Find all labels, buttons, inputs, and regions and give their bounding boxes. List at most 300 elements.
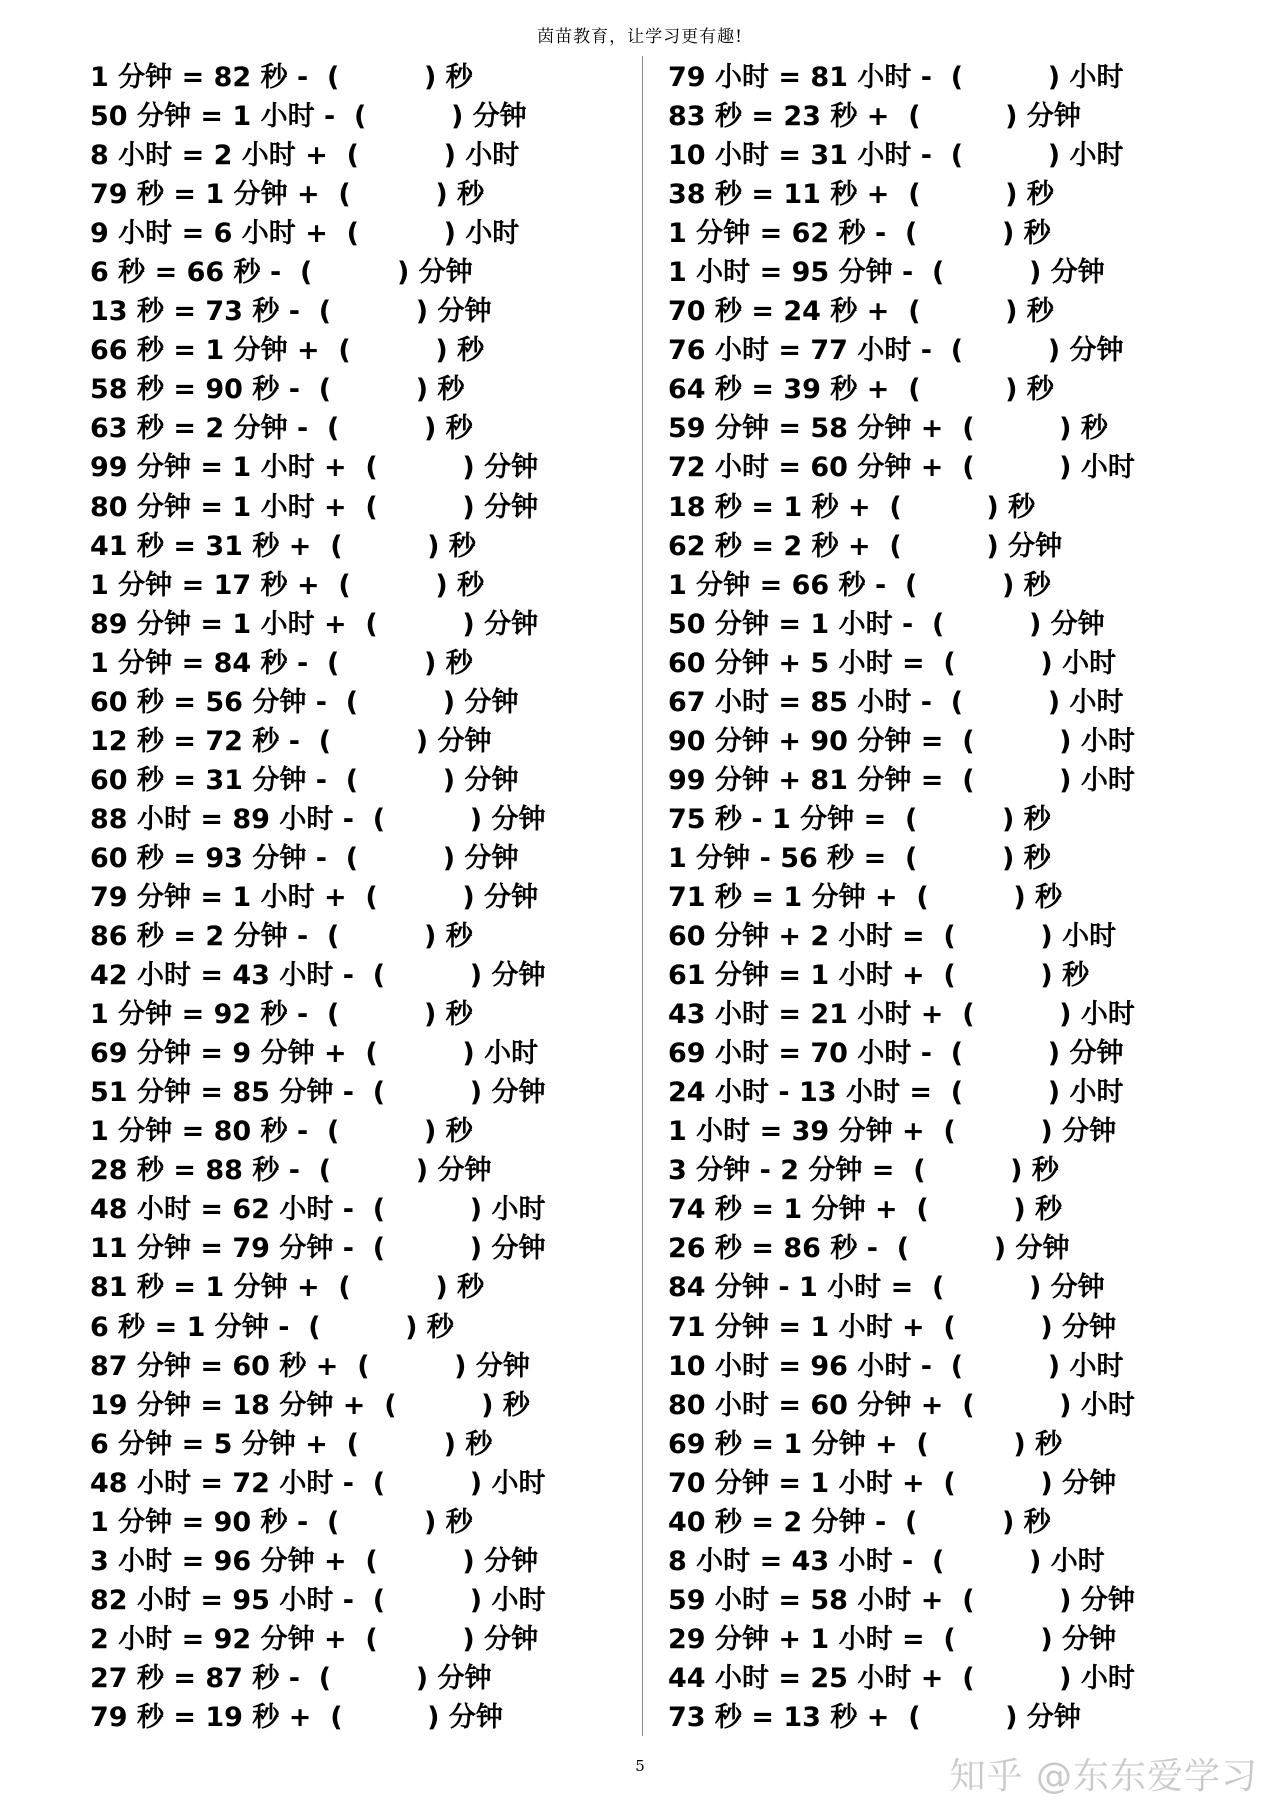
- exercise-question: 70 分钟 = 1 小时 +: [668, 1467, 925, 1499]
- answer-blank: ( ): [924, 1467, 1063, 1499]
- answer-blank: ( ): [943, 999, 1081, 1031]
- answer-unit: 秒: [445, 413, 473, 445]
- exercise-row: [90, 1386, 545, 1425]
- answer-blank: ( ): [299, 374, 438, 406]
- exercise-question: 80 分钟 = 1 小时 +: [90, 491, 347, 523]
- answer-blank: ( ): [319, 179, 458, 211]
- exercise-question: 1 分钟 - 56 秒 =: [668, 842, 887, 874]
- exercise-question: 59 分钟 = 58 分钟 +: [668, 413, 944, 445]
- right-column: [668, 58, 1135, 1737]
- exercise-question: 79 秒 = 19 秒 +: [90, 1701, 312, 1733]
- exercise-question: 88 小时 = 89 小时 -: [90, 803, 354, 835]
- exercise-question: 89 分钟 = 1 小时 +: [90, 608, 347, 640]
- answer-blank: ( ): [346, 1038, 485, 1070]
- answer-unit: 小时: [491, 1194, 546, 1226]
- answer-unit: 秒: [1023, 842, 1051, 874]
- exercise-row: [90, 527, 545, 566]
- answer-unit: 秒: [1080, 413, 1108, 445]
- answer-blank: ( ): [327, 140, 466, 172]
- exercise-question: 50 分钟 = 1 小时 -: [90, 101, 336, 133]
- exercise-row: [668, 331, 1135, 370]
- exercise-question: 61 分钟 = 1 小时 +: [668, 960, 925, 992]
- answer-blank: ( ): [924, 921, 1063, 953]
- exercise-row: [90, 956, 545, 995]
- exercise-question: 69 分钟 = 9 分钟 +: [90, 1038, 347, 1070]
- exercise-row: [668, 1698, 1135, 1737]
- answer-blank: ( ): [346, 452, 485, 484]
- answer-unit: 秒: [448, 530, 476, 562]
- left-column: [90, 58, 545, 1737]
- answer-blank: ( ): [281, 257, 419, 289]
- answer-unit: 秒: [502, 1389, 530, 1421]
- answer-blank: ( ): [924, 647, 1063, 679]
- exercise-question: 8 小时 = 2 小时 +: [90, 140, 328, 172]
- exercise-question: 2 小时 = 92 分钟 +: [90, 1623, 347, 1655]
- answer-unit: 分钟: [491, 960, 546, 992]
- exercise-question: 9 小时 = 6 小时 +: [90, 218, 328, 250]
- answer-unit: 分钟: [1062, 1311, 1117, 1343]
- exercise-row: [668, 97, 1135, 136]
- exercise-row: [90, 917, 545, 956]
- answer-unit: 分钟: [448, 1701, 503, 1733]
- exercise-question: 3 分钟 - 2 分钟 =: [668, 1155, 895, 1187]
- exercise-question: 60 秒 = 93 分钟 -: [90, 842, 327, 874]
- answer-blank: ( ): [943, 452, 1081, 484]
- answer-blank: ( ): [886, 1506, 1024, 1538]
- answer-unit: 秒: [1023, 218, 1051, 250]
- answer-unit: 分钟: [1080, 1584, 1135, 1616]
- exercise-row: [668, 488, 1135, 527]
- exercise-row: [668, 956, 1135, 995]
- answer-unit: 分钟: [1069, 1038, 1124, 1070]
- exercise-question: 1 分钟 = 92 秒 -: [90, 999, 309, 1031]
- answer-unit: 秒: [1008, 491, 1036, 523]
- answer-unit: 分钟: [1015, 1233, 1070, 1265]
- answer-blank: ( ): [346, 1545, 485, 1577]
- answer-unit: 小时: [484, 1038, 539, 1070]
- exercise-row: [90, 1190, 545, 1229]
- answer-unit: 秒: [1031, 1155, 1059, 1187]
- exercise-question: 10 小时 = 96 小时 -: [668, 1350, 932, 1382]
- answer-unit: 分钟: [1062, 1623, 1117, 1655]
- exercise-question: 79 小时 = 81 小时 -: [668, 62, 932, 93]
- answer-unit: 秒: [445, 1116, 473, 1148]
- answer-blank: ( ): [886, 842, 1024, 874]
- answer-blank: ( ): [924, 1623, 1063, 1655]
- exercise-question: 66 秒 = 1 分钟 +: [90, 335, 320, 367]
- answer-blank: ( ): [931, 1038, 1070, 1070]
- answer-blank: ( ): [308, 1506, 446, 1538]
- exercise-row: [90, 1073, 545, 1112]
- exercise-question: 84 分钟 - 1 小时 =: [668, 1272, 914, 1304]
- exercise-question: 80 小时 = 60 分钟 +: [668, 1389, 944, 1421]
- exercise-question: 38 秒 = 11 秒 +: [668, 179, 890, 211]
- exercise-row: [90, 1347, 545, 1386]
- exercise-question: 6 秒 = 1 分钟 -: [90, 1311, 290, 1343]
- answer-blank: ( ): [308, 62, 446, 93]
- exercise-question: 42 小时 = 43 小时 -: [90, 960, 354, 992]
- answer-blank: ( ): [353, 1467, 492, 1499]
- exercise-question: 10 小时 = 31 小时 -: [668, 140, 932, 172]
- answer-unit: 分钟: [475, 1350, 530, 1382]
- answer-unit: 秒: [1035, 1428, 1063, 1460]
- exercise-row: [90, 1503, 545, 1542]
- exercise-question: 1 小时 = 39 分钟 +: [668, 1116, 925, 1148]
- answer-unit: 分钟: [484, 881, 539, 913]
- answer-unit: 分钟: [491, 803, 546, 835]
- answer-unit: 小时: [465, 140, 520, 172]
- page-number: 5: [635, 1757, 645, 1775]
- answer-unit: 小时: [465, 218, 520, 250]
- answer-blank: ( ): [338, 1350, 476, 1382]
- answer-blank: ( ): [913, 608, 1051, 640]
- answer-blank: ( ): [365, 1389, 503, 1421]
- exercise-row: [90, 1464, 545, 1503]
- answer-unit: 分钟: [1050, 1272, 1105, 1304]
- answer-unit: 分钟: [437, 1155, 492, 1187]
- exercise-row: [668, 605, 1135, 644]
- answer-blank: ( ): [943, 1584, 1081, 1616]
- exercise-question: 6 分钟 = 5 分钟 +: [90, 1428, 328, 1460]
- exercise-question: 76 小时 = 77 小时 -: [668, 335, 932, 367]
- exercise-row: [668, 253, 1135, 292]
- exercise-question: 86 秒 = 2 分钟 -: [90, 921, 309, 953]
- answer-unit: 分钟: [464, 686, 519, 718]
- exercise-question: 59 小时 = 58 小时 +: [668, 1584, 944, 1616]
- exercise-row: [90, 1112, 545, 1151]
- answer-unit: 分钟: [1026, 101, 1081, 133]
- answer-unit: 分钟: [1050, 608, 1105, 640]
- answer-blank: ( ): [353, 1584, 492, 1616]
- exercise-row: [668, 917, 1135, 956]
- exercise-question: 74 秒 = 1 分钟 +: [668, 1194, 898, 1226]
- exercise-question: 1 分钟 = 62 秒 -: [668, 218, 887, 250]
- exercise-question: 60 分钟 + 2 小时 =: [668, 921, 925, 953]
- exercise-question: 6 秒 = 66 秒 -: [90, 257, 282, 289]
- answer-unit: 秒: [457, 335, 485, 367]
- exercise-row: [90, 995, 545, 1034]
- exercise-row: [668, 800, 1135, 839]
- answer-unit: 小时: [1069, 686, 1124, 718]
- exercise-row: [90, 1268, 545, 1307]
- answer-blank: ( ): [897, 881, 1036, 913]
- answer-unit: 分钟: [1062, 1116, 1117, 1148]
- exercise-row: [90, 1151, 545, 1190]
- answer-blank: ( ): [319, 1272, 458, 1304]
- exercise-question: 70 秒 = 24 秒 +: [668, 296, 890, 328]
- answer-unit: 秒: [1023, 803, 1051, 835]
- answer-blank: ( ): [924, 1116, 1063, 1148]
- answer-blank: ( ): [299, 296, 438, 328]
- exercise-row: [90, 370, 545, 409]
- exercise-question: 73 秒 = 13 秒 +: [668, 1701, 890, 1733]
- answer-blank: ( ): [943, 413, 1081, 445]
- answer-blank: ( ): [346, 491, 485, 523]
- answer-blank: ( ): [326, 842, 465, 874]
- exercise-question: 1 分钟 = 80 秒 -: [90, 1116, 309, 1148]
- exercise-question: 40 秒 = 2 分钟 -: [668, 1506, 887, 1538]
- watermark: 知乎 @东东爱学习: [949, 1756, 1258, 1797]
- answer-blank: ( ): [897, 1194, 1036, 1226]
- exercise-row: [90, 331, 545, 370]
- answer-blank: ( ): [943, 725, 1081, 757]
- answer-blank: ( ): [299, 1662, 438, 1694]
- answer-unit: 分钟: [437, 725, 492, 757]
- answer-unit: 小时: [1069, 1350, 1124, 1382]
- answer-blank: ( ): [931, 1077, 1070, 1109]
- answer-unit: 小时: [491, 1467, 546, 1499]
- answer-blank: ( ): [319, 569, 458, 601]
- exercise-row: [668, 175, 1135, 214]
- exercise-row: [668, 1190, 1135, 1229]
- exercise-row: [668, 1386, 1135, 1425]
- exercise-row: [90, 1659, 545, 1698]
- exercise-question: 90 分钟 + 90 分钟 =: [668, 725, 944, 757]
- answer-unit: 小时: [1080, 725, 1135, 757]
- answer-blank: ( ): [319, 335, 458, 367]
- exercise-row: [668, 1268, 1135, 1307]
- answer-blank: ( ): [889, 374, 1027, 406]
- exercise-question: 29 分钟 + 1 小时 =: [668, 1623, 925, 1655]
- answer-blank: ( ): [924, 1311, 1063, 1343]
- answer-blank: ( ): [308, 1116, 446, 1148]
- answer-unit: 小时: [1069, 1077, 1124, 1109]
- exercise-row: [668, 1308, 1135, 1347]
- exercise-question: 44 小时 = 25 小时 +: [668, 1662, 944, 1694]
- answer-blank: ( ): [346, 608, 485, 640]
- exercise-question: 11 分钟 = 79 分钟 -: [90, 1233, 354, 1265]
- answer-blank: ( ): [308, 647, 446, 679]
- exercise-question: 62 秒 = 2 秒 +: [668, 530, 871, 562]
- exercise-row: [668, 722, 1135, 761]
- answer-blank: ( ): [353, 1194, 492, 1226]
- exercise-row: [90, 761, 545, 800]
- exercise-question: 28 秒 = 88 秒 -: [90, 1155, 300, 1187]
- answer-blank: ( ): [886, 803, 1024, 835]
- exercise-row: [90, 1425, 545, 1464]
- exercise-row: [668, 1581, 1135, 1620]
- exercise-row: [90, 722, 545, 761]
- answer-unit: 小时: [1080, 452, 1135, 484]
- exercise-row: [668, 1112, 1135, 1151]
- exercise-question: 18 秒 = 1 秒 +: [668, 491, 871, 523]
- answer-unit: 秒: [1062, 960, 1090, 992]
- exercise-row: [668, 1073, 1135, 1112]
- exercise-row: [668, 1034, 1135, 1073]
- answer-unit: 小时: [491, 1584, 546, 1616]
- answer-blank: ( ): [335, 101, 473, 133]
- exercise-question: 13 秒 = 73 秒 -: [90, 296, 300, 328]
- exercise-row: [90, 1581, 545, 1620]
- answer-unit: 小时: [1080, 1662, 1135, 1694]
- exercise-question: 27 秒 = 87 秒 -: [90, 1662, 300, 1694]
- answer-blank: ( ): [299, 1155, 438, 1187]
- answer-unit: 分钟: [1050, 257, 1105, 289]
- answer-blank: ( ): [931, 335, 1070, 367]
- answer-blank: ( ): [877, 1233, 1016, 1265]
- exercise-row: [668, 839, 1135, 878]
- answer-unit: 秒: [445, 999, 473, 1031]
- exercise-row: [90, 683, 545, 722]
- exercise-question: 43 小时 = 21 小时 +: [668, 999, 944, 1031]
- exercise-row: [90, 253, 545, 292]
- answer-unit: 秒: [1026, 374, 1054, 406]
- exercise-row: [90, 1698, 545, 1737]
- exercise-question: 3 小时 = 96 分钟 +: [90, 1545, 347, 1577]
- exercise-question: 72 小时 = 60 分钟 +: [668, 452, 944, 484]
- exercise-question: 19 分钟 = 18 分钟 +: [90, 1389, 366, 1421]
- exercise-row: [668, 1347, 1135, 1386]
- exercise-row: [90, 214, 545, 253]
- exercise-question: 48 小时 = 62 小时 -: [90, 1194, 354, 1226]
- exercise-row: [90, 1229, 545, 1268]
- exercise-row: [90, 878, 545, 917]
- answer-unit: 分钟: [484, 452, 539, 484]
- answer-unit: 小时: [1050, 1545, 1105, 1577]
- answer-blank: ( ): [894, 1155, 1032, 1187]
- answer-blank: ( ): [353, 803, 492, 835]
- exercise-row: [668, 1620, 1135, 1659]
- answer-blank: ( ): [308, 921, 446, 953]
- exercise-row: [90, 448, 545, 487]
- answer-blank: ( ): [913, 1545, 1051, 1577]
- answer-unit: 小时: [1062, 921, 1117, 953]
- exercise-row: [668, 1464, 1135, 1503]
- answer-unit: 分钟: [437, 1662, 492, 1694]
- exercise-row: [668, 683, 1135, 722]
- exercise-row: [668, 1659, 1135, 1698]
- answer-unit: 小时: [1062, 647, 1117, 679]
- exercise-row: [90, 409, 545, 448]
- answer-unit: 分钟: [418, 257, 473, 289]
- answer-blank: ( ): [353, 960, 492, 992]
- answer-unit: 秒: [457, 179, 485, 211]
- exercise-row: [90, 175, 545, 214]
- answer-blank: ( ): [931, 1350, 1070, 1382]
- answer-unit: 秒: [426, 1311, 454, 1343]
- answer-unit: 秒: [445, 1506, 473, 1538]
- exercise-question: 1 分钟 = 17 秒 +: [90, 569, 320, 601]
- answer-unit: 分钟: [484, 1623, 539, 1655]
- answer-blank: ( ): [326, 764, 465, 796]
- exercise-row: [668, 995, 1135, 1034]
- exercise-question: 1 分钟 = 84 秒 -: [90, 647, 309, 679]
- answer-unit: 分钟: [437, 296, 492, 328]
- answer-blank: ( ): [931, 140, 1070, 172]
- exercise-row: [668, 527, 1135, 566]
- answer-unit: 分钟: [484, 608, 539, 640]
- exercise-question: 60 秒 = 31 分钟 -: [90, 764, 327, 796]
- exercise-question: 60 分钟 + 5 小时 =: [668, 647, 925, 679]
- exercise-question: 8 小时 = 43 小时 -: [668, 1545, 914, 1577]
- exercise-question: 58 秒 = 90 秒 -: [90, 374, 300, 406]
- exercise-question: 69 秒 = 1 分钟 +: [668, 1428, 898, 1460]
- exercise-question: 41 秒 = 31 秒 +: [90, 530, 312, 562]
- exercise-row: [668, 409, 1135, 448]
- exercise-question: 99 分钟 = 1 小时 +: [90, 452, 347, 484]
- answer-blank: ( ): [943, 764, 1081, 796]
- answer-blank: ( ): [913, 257, 1051, 289]
- exercise-question: 48 小时 = 72 小时 -: [90, 1467, 354, 1499]
- answer-unit: 小时: [1069, 62, 1124, 93]
- answer-unit: 小时: [1080, 764, 1135, 796]
- exercise-row: [668, 1425, 1135, 1464]
- answer-blank: ( ): [897, 1428, 1036, 1460]
- exercise-question: 81 秒 = 1 分钟 +: [90, 1272, 320, 1304]
- answer-unit: 秒: [1023, 1506, 1051, 1538]
- exercise-row: [668, 58, 1135, 97]
- answer-blank: ( ): [327, 218, 466, 250]
- exercise-question: 1 分钟 = 66 秒 -: [668, 569, 887, 601]
- answer-unit: 分钟: [464, 842, 519, 874]
- answer-unit: 秒: [457, 1272, 485, 1304]
- answer-unit: 秒: [465, 1428, 493, 1460]
- exercise-row: [668, 448, 1135, 487]
- exercise-row: [90, 1620, 545, 1659]
- exercise-row: [668, 136, 1135, 175]
- answer-unit: 分钟: [472, 101, 527, 133]
- answer-blank: ( ): [931, 62, 1070, 93]
- answer-blank: ( ): [889, 179, 1027, 211]
- answer-blank: ( ): [326, 686, 465, 718]
- exercise-row: [90, 292, 545, 331]
- answer-unit: 秒: [1026, 179, 1054, 211]
- exercise-question: 1 分钟 = 82 秒 -: [90, 62, 309, 93]
- answer-blank: ( ): [289, 1311, 427, 1343]
- exercise-question: 69 小时 = 70 小时 -: [668, 1038, 932, 1070]
- exercise-question: 51 分钟 = 85 分钟 -: [90, 1077, 354, 1109]
- exercise-row: [90, 1034, 545, 1073]
- answer-unit: 分钟: [1008, 530, 1063, 562]
- exercise-row: [668, 292, 1135, 331]
- exercise-question: 71 分钟 = 1 小时 +: [668, 1311, 925, 1343]
- answer-blank: ( ): [886, 569, 1024, 601]
- exercise-question: 63 秒 = 2 分钟 -: [90, 413, 309, 445]
- exercise-question: 82 小时 = 95 小时 -: [90, 1584, 354, 1616]
- exercise-question: 1 分钟 = 90 秒 -: [90, 1506, 309, 1538]
- answer-blank: ( ): [353, 1233, 492, 1265]
- page-header: 茵苗教育，让学习更有趣!: [537, 27, 743, 47]
- answer-unit: 分钟: [464, 764, 519, 796]
- answer-unit: 秒: [445, 921, 473, 953]
- exercise-question: 79 分钟 = 1 小时 +: [90, 881, 347, 913]
- answer-unit: 小时: [1080, 1389, 1135, 1421]
- exercise-question: 71 秒 = 1 分钟 +: [668, 881, 898, 913]
- exercise-question: 75 秒 - 1 分钟 =: [668, 803, 887, 835]
- exercise-question: 26 秒 = 86 秒 -: [668, 1233, 878, 1265]
- exercise-row: [90, 1542, 545, 1581]
- exercise-question: 1 小时 = 95 分钟 -: [668, 257, 914, 289]
- answer-blank: ( ): [311, 530, 449, 562]
- answer-unit: 秒: [457, 569, 485, 601]
- exercise-row: [668, 644, 1135, 683]
- exercise-row: [668, 214, 1135, 253]
- answer-unit: 秒: [1035, 881, 1063, 913]
- exercise-row: [668, 1542, 1135, 1581]
- exercise-row: [90, 488, 545, 527]
- exercise-question: 87 分钟 = 60 秒 +: [90, 1350, 339, 1382]
- answer-blank: ( ): [327, 1428, 466, 1460]
- answer-unit: 秒: [445, 647, 473, 679]
- answer-blank: ( ): [870, 530, 1009, 562]
- exercise-row: [668, 878, 1135, 917]
- exercise-row: [668, 1503, 1135, 1542]
- answer-blank: ( ): [889, 101, 1027, 133]
- exercise-row: [668, 761, 1135, 800]
- exercise-row: [90, 136, 545, 175]
- answer-unit: 秒: [1026, 296, 1054, 328]
- answer-blank: ( ): [870, 491, 1009, 523]
